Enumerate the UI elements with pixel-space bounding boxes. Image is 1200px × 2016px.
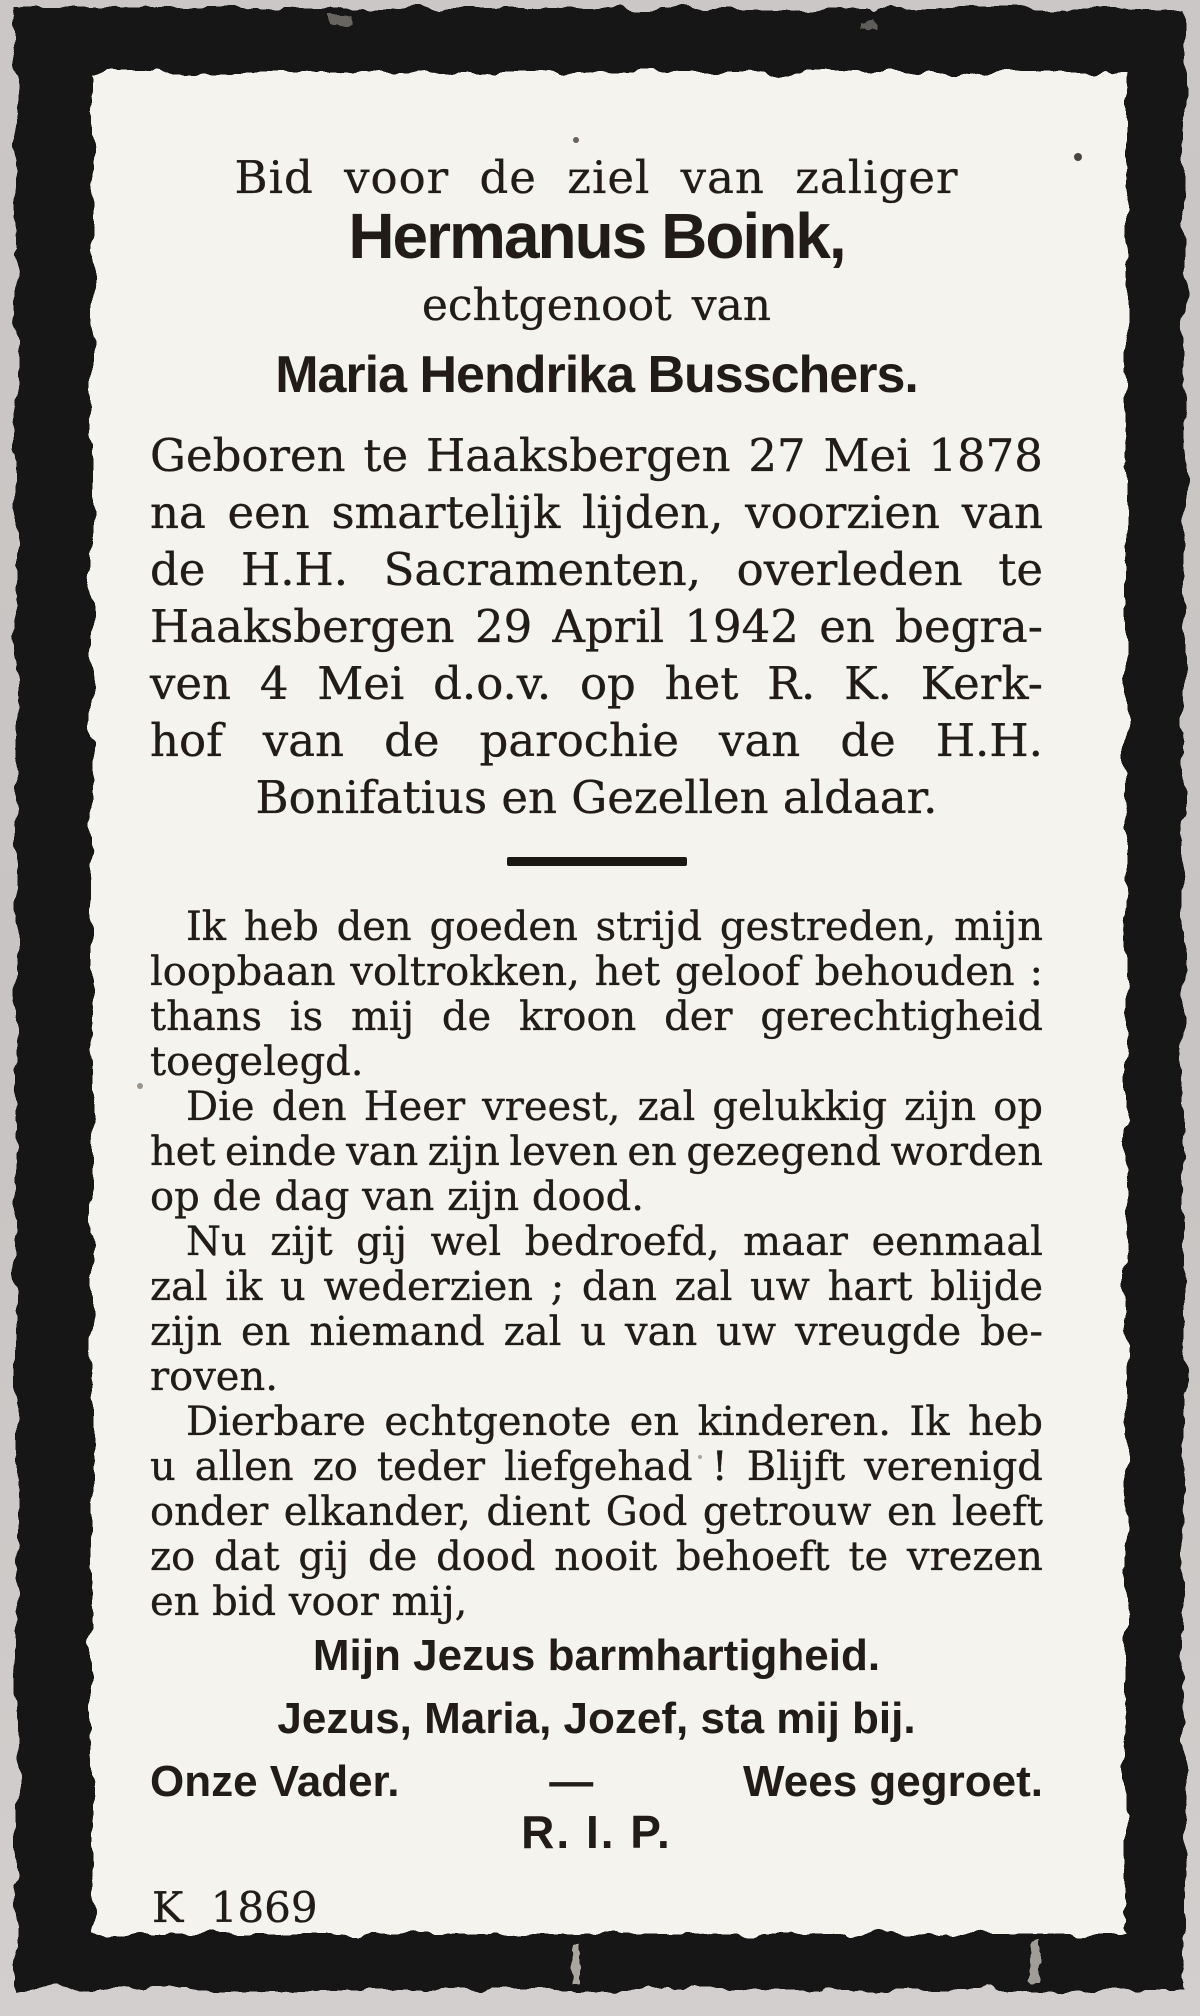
rip-line: R. I. P. xyxy=(521,1806,672,1858)
text-line: loopbaan voltrokken, het geloof behouden : xyxy=(150,949,1043,995)
text-line: na een smartelijk lijden, voorzien van xyxy=(150,486,1043,539)
prayer-onze-vader: Onze Vader. xyxy=(150,1757,400,1806)
text-line: zal ik u wederzien ; dan zal uw hart blijde xyxy=(150,1264,1043,1310)
spouse-name: Maria Hendrika Busschers. xyxy=(275,346,918,404)
text-line: u allen zo teder liefgehad ! Blijft verenigd xyxy=(150,1444,1043,1490)
text-line: Die den Heer vreest, zal gelukkig zijn op xyxy=(186,1084,1043,1130)
relation-line: echtgenoot van xyxy=(421,280,772,331)
print-code: K 1869 xyxy=(152,1883,318,1932)
prayer-line-mijn-jezus: Mijn Jezus barmhartigheid. xyxy=(312,1631,881,1680)
text-line: de H.H. Sacramenten, overleden te xyxy=(150,543,1043,596)
text-line: Geboren te Haaksbergen 27 Mei 1878 xyxy=(150,429,1043,482)
card-content xyxy=(150,58,1043,1932)
text-line: Bonifatius en Gezellen aldaar. xyxy=(255,771,938,824)
text-line: roven. xyxy=(150,1354,278,1400)
text-line: thans is mij de kroon der gerechtigheid xyxy=(150,994,1043,1040)
text-line: Nu zijt gij wel bedroefd, maar eenmaal xyxy=(186,1219,1043,1265)
prayer-wees-gegroet: Wees gegroet. xyxy=(743,1757,1043,1806)
text-line: ven 4 Mei d.o.v. op het R. K. Kerk- xyxy=(150,657,1043,710)
prayer-line-jezus-maria-jozef: Jezus, Maria, Jozef, sta mij bij. xyxy=(277,1694,916,1743)
section-divider xyxy=(507,857,687,866)
text-line: hof van de parochie van de H.H. xyxy=(150,714,1043,767)
text-line: het einde van zijn leven en gezegend worden xyxy=(150,1129,1043,1175)
reflection-text xyxy=(150,905,1043,1625)
text-line: op de dag van zijn dood. xyxy=(150,1174,644,1220)
text-line: zo dat gij de dood nooit behoeft te vrezen xyxy=(150,1534,1043,1580)
text-line: zijn en niemand zal u van uw vreugde be- xyxy=(150,1309,1043,1355)
dash-separator: — xyxy=(549,1757,594,1806)
text-line: en bid voor mij, xyxy=(150,1579,468,1625)
deceased-name: Hermanus Boink, xyxy=(348,200,845,272)
prayer-row xyxy=(150,1757,1043,1807)
biography-paragraph xyxy=(150,427,1043,826)
text-line: Dierbare echtgenote en kinderen. Ik heb xyxy=(186,1399,1043,1445)
text-line: Ik heb den goeden strijd gestreden, mijn xyxy=(186,904,1043,950)
intro-line: Bid voor de ziel van zaliger xyxy=(234,151,959,204)
text-line: Haaksbergen 29 April 1942 en begra- xyxy=(150,600,1043,653)
text-line: onder elkander, dient God getrouw en leeft xyxy=(150,1489,1043,1535)
text-line: toegelegd. xyxy=(150,1039,364,1085)
